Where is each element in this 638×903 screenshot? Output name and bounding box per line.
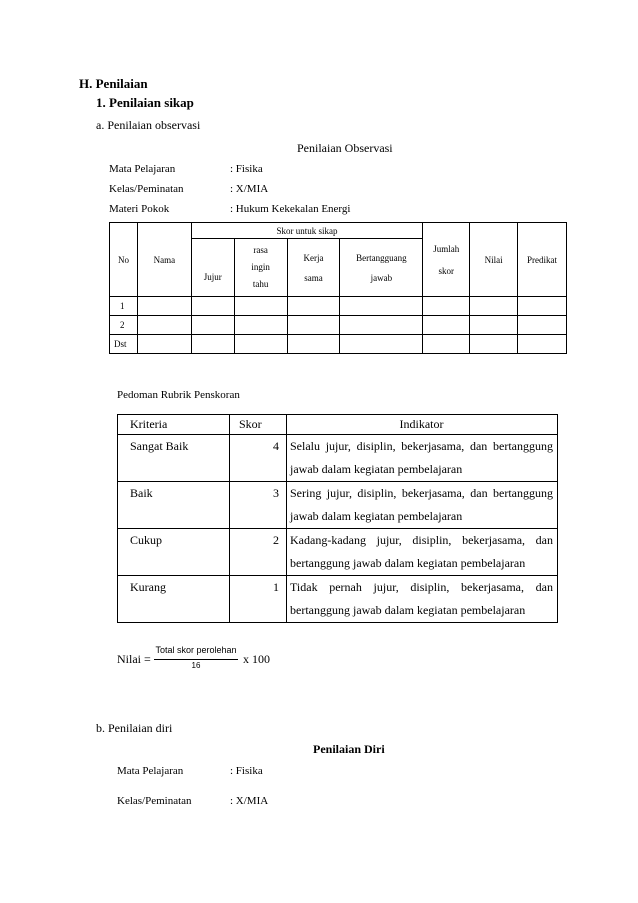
rubric-header-kriteria: Kriteria xyxy=(118,415,230,435)
rubric-kriteria: Sangat Baik xyxy=(118,435,230,482)
header-nama: Nama xyxy=(137,223,191,297)
formula-denominator: 16 xyxy=(191,661,201,670)
rubric-skor: 4 xyxy=(230,435,287,482)
header-nilai: Nilai xyxy=(470,223,518,297)
row-number: Dst xyxy=(110,335,138,354)
header-kerja-line1: Kerja xyxy=(303,252,324,263)
rubric-kriteria: Kurang xyxy=(118,576,230,623)
rubric-skor: 3 xyxy=(230,482,287,529)
row-number: 1 xyxy=(110,297,138,316)
observation-table xyxy=(109,222,567,354)
section-title: H. Penilaian xyxy=(79,76,148,91)
rubric-skor: 1 xyxy=(230,576,287,623)
info-label-topic: Materi Pokok xyxy=(109,203,170,215)
rubric-header-skor: Skor xyxy=(230,415,287,435)
rubric-table xyxy=(117,414,558,623)
rubric-skor: 2 xyxy=(230,529,287,576)
info-label-subject: Mata Pelajaran xyxy=(109,163,176,175)
rubric-kriteria: Baik xyxy=(118,482,230,529)
header-jujur-label: Jujur xyxy=(203,271,222,282)
formula-rhs: x 100 xyxy=(243,652,270,666)
header-jumlah-line1: Jumlah xyxy=(433,243,460,254)
header-jumlah xyxy=(423,223,470,297)
header-no: No xyxy=(110,223,138,297)
observation-title: Penilaian Observasi xyxy=(297,141,393,155)
self-info-value-class: : X/MIA xyxy=(230,795,269,807)
table-row xyxy=(110,297,567,316)
rubric-indikator: Sering jujur, disiplin, bekerjasama, dan bertanggung jawab dalam kegiatan pembelajaran xyxy=(287,482,558,529)
header-kerja-sama xyxy=(287,239,340,297)
subsection-title: 1. Penilaian sikap xyxy=(96,95,194,110)
rubric-row xyxy=(118,482,558,529)
info-value-subject: : Fisika xyxy=(230,163,263,175)
rubric-kriteria: Cukup xyxy=(118,529,230,576)
self-info-label-subject: Mata Pelajaran xyxy=(117,765,184,777)
part-a-title: a. Penilaian observasi xyxy=(96,118,201,132)
rubric-row xyxy=(118,435,558,482)
rubric-title: Pedoman Rubrik Penskoran xyxy=(117,389,240,401)
info-value-class: : X/MIA xyxy=(230,183,269,195)
self-assessment-title: Penilaian Diri xyxy=(313,742,385,756)
rubric-row xyxy=(118,576,558,623)
rubric-row xyxy=(118,529,558,576)
table-row xyxy=(110,316,567,335)
rubric-indikator: Kadang-kadang jujur, disiplin, bekerjasama, dan bertanggung jawab dalam kegiatan pembelajaran xyxy=(287,529,558,576)
info-value-topic: : Hukum Kekekalan Energi xyxy=(230,203,351,215)
header-rasa-ingin-tahu xyxy=(234,239,287,297)
rubric-indikator: Selalu jujur, disiplin, bekerjasama, dan bertanggung jawab dalam kegiatan pembelajaran xyxy=(287,435,558,482)
header-predikat: Predikat xyxy=(518,223,567,297)
formula-numerator: Total skor perolehan xyxy=(155,645,237,655)
header-jujur xyxy=(191,239,234,297)
formula-lhs: Nilai = xyxy=(117,652,151,666)
formula-fraction-line xyxy=(154,659,238,660)
header-rasa-line3: tahu xyxy=(252,279,269,289)
rubric-header-indikator: Indikator xyxy=(287,415,558,435)
self-info-label-class: Kelas/Peminatan xyxy=(117,795,192,807)
header-rasa-line2: ingin xyxy=(251,262,270,272)
header-rasa-line1: rasa xyxy=(253,245,268,255)
header-skor-group: Skor untuk sikap xyxy=(191,223,422,239)
header-kerja-line2: sama xyxy=(304,272,323,283)
header-tanggung-line1: Bertangguang xyxy=(356,252,407,263)
row-number: 2 xyxy=(110,316,138,335)
header-tanggung-line2: jawab xyxy=(370,272,393,283)
part-b-title: b. Penilaian diri xyxy=(96,721,173,735)
rubric-indikator: Tidak pernah jujur, disiplin, bekerjasama, dan bertanggung jawab dalam kegiatan pembelajaran xyxy=(287,576,558,623)
table-row xyxy=(110,335,567,354)
header-jumlah-line2: skor xyxy=(438,265,454,276)
info-label-class: Kelas/Peminatan xyxy=(109,183,184,195)
self-info-value-subject: : Fisika xyxy=(230,765,263,777)
header-bertanggung-jawab xyxy=(340,239,423,297)
